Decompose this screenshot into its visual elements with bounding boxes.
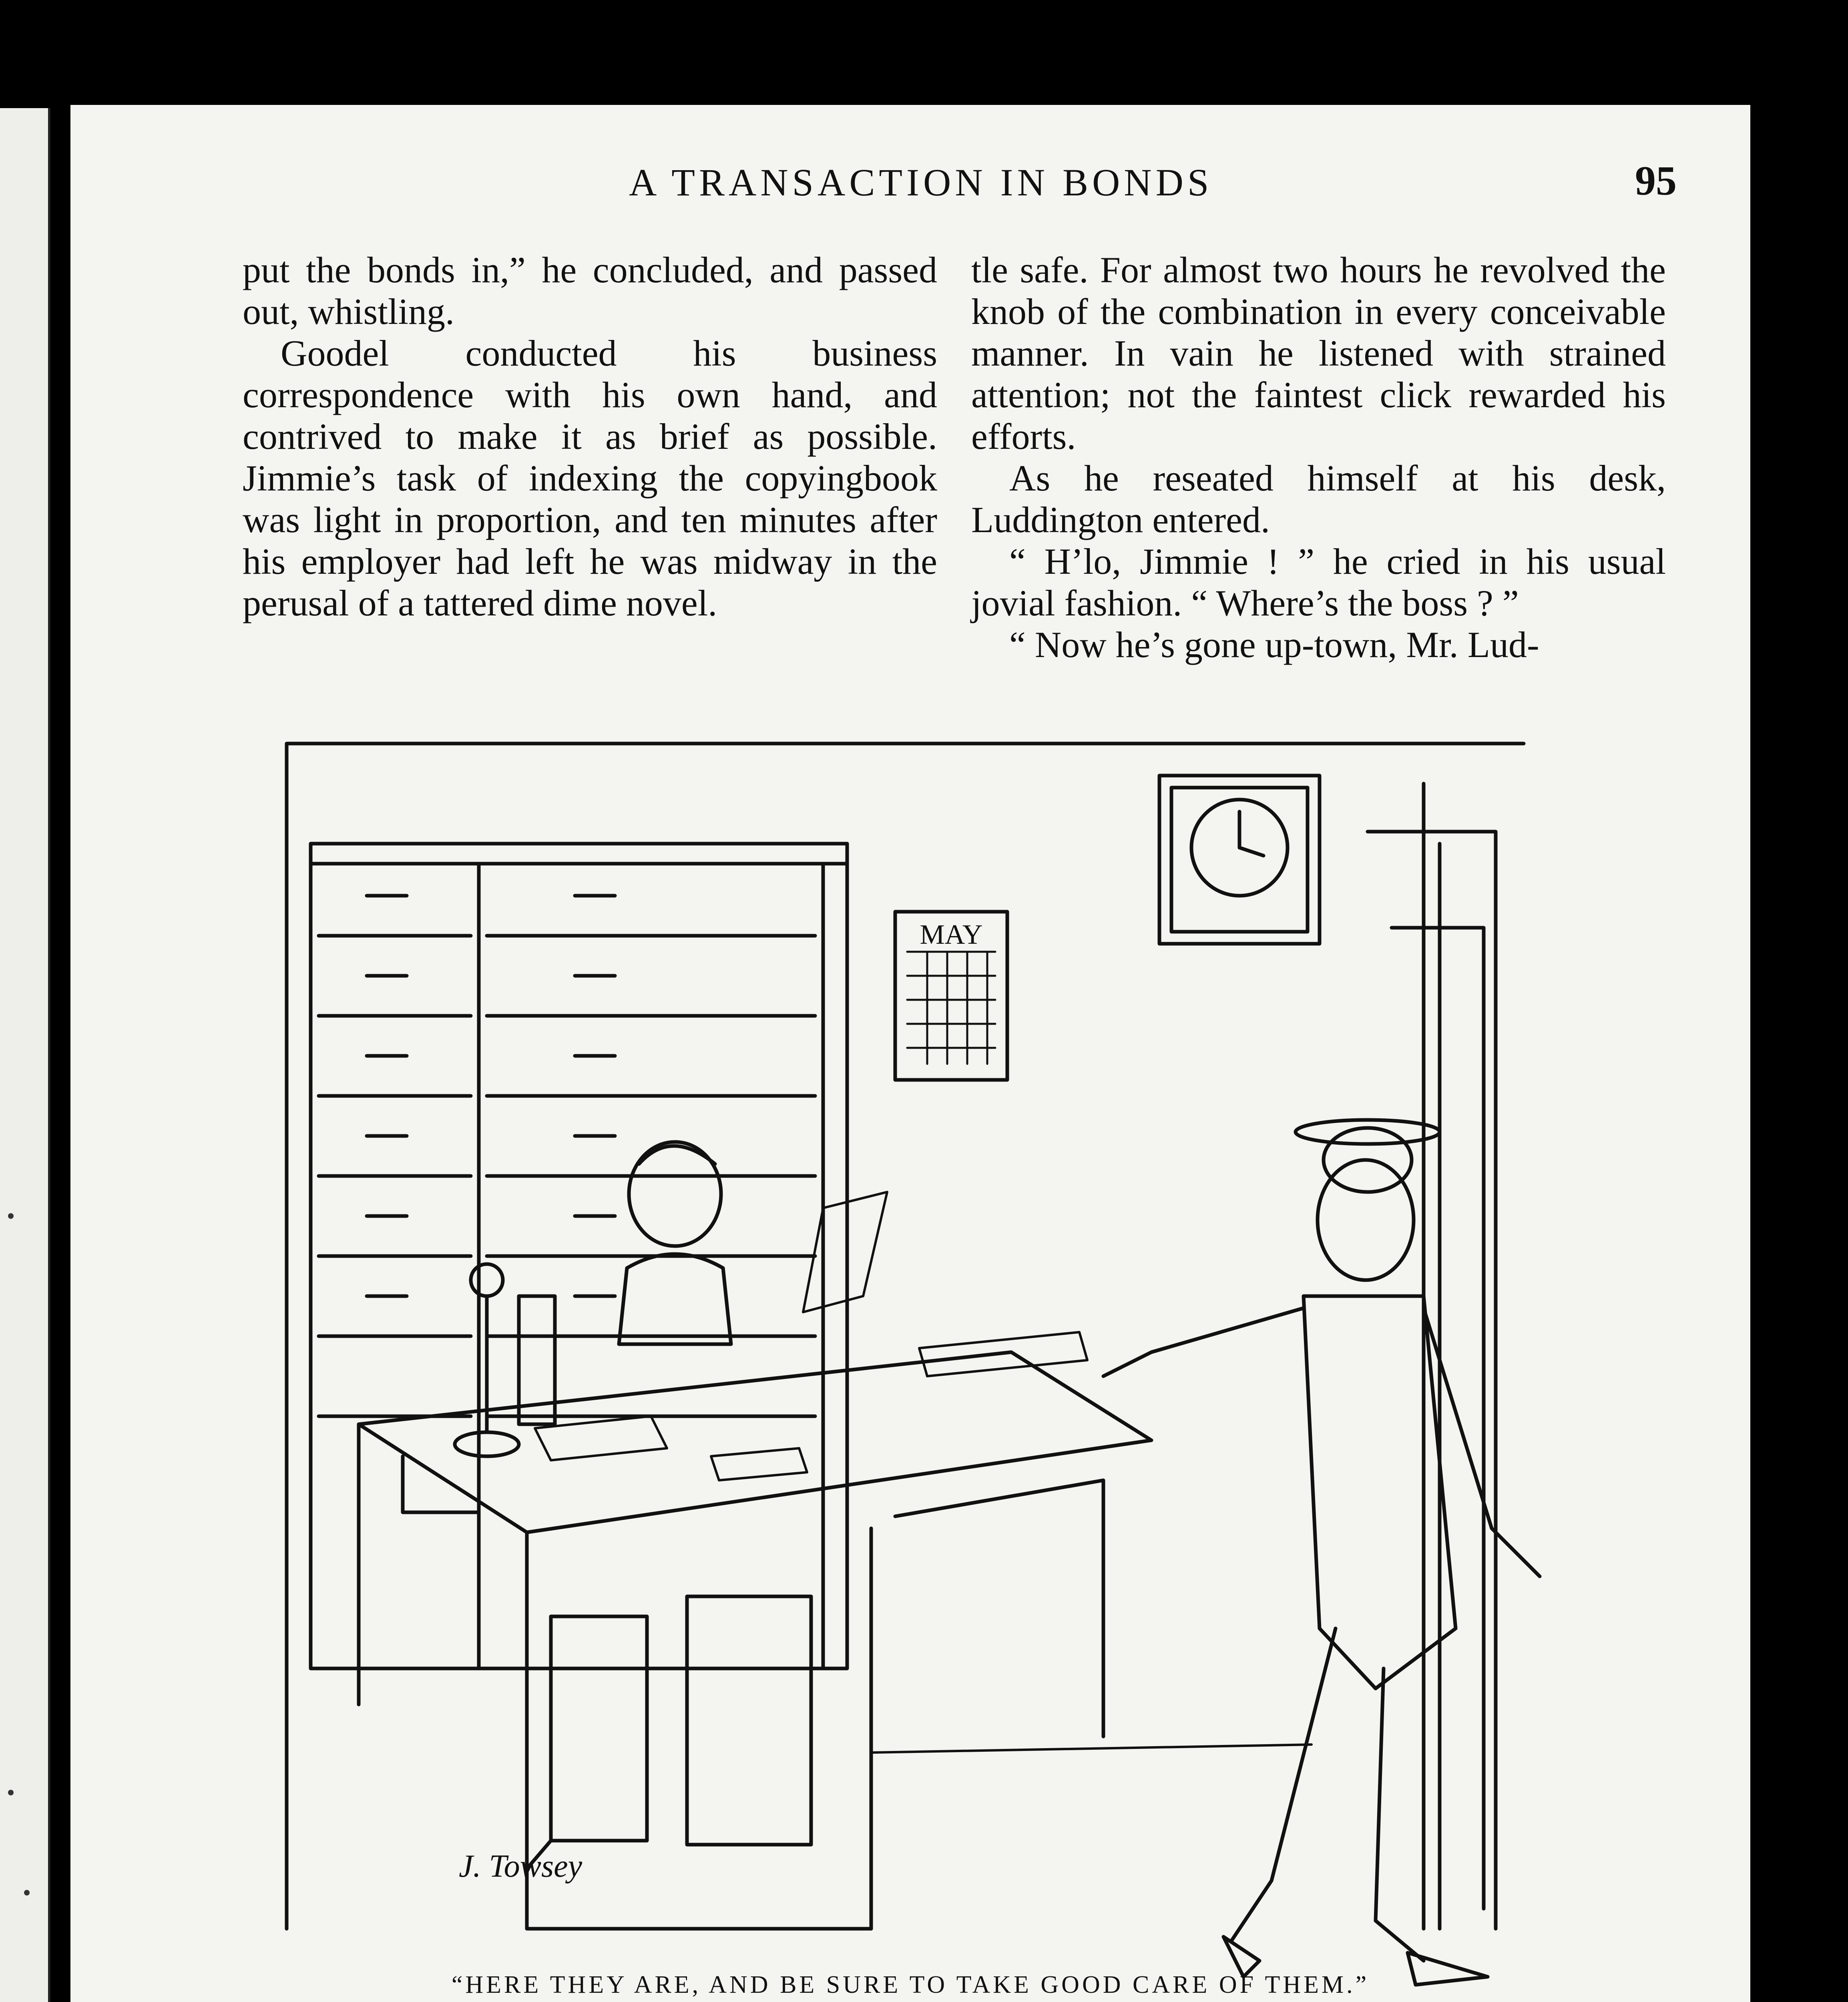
office-illustration — [271, 728, 1700, 2002]
wall-clock-icon — [1159, 776, 1320, 944]
facing-page-edge — [0, 108, 50, 2002]
boy-figure — [619, 1142, 731, 1344]
paragraph: As he reseated himself at his desk, Luddington entered. — [971, 458, 1666, 540]
column-top-right — [971, 249, 1666, 665]
book-page — [70, 105, 1750, 2002]
man-figure — [1103, 1120, 1540, 1985]
paragraph: Goodel conducted his business correspondence with his own hand, and contrived to make it as brief as possible. Jimmie’s task of indexing the copyingbook was light in proportion, and ten minutes after his employer had left he was midway in the perusal of a tattered dime novel. — [243, 333, 937, 623]
column-top-left — [243, 249, 937, 624]
margin-dot — [8, 1213, 14, 1219]
paragraph: “ Now he’s gone up-town, Mr. Lud- — [1009, 624, 1539, 665]
margin-dot — [24, 1890, 30, 1895]
calendar-month: MAY — [920, 919, 983, 950]
paragraph: put the bonds in,” he concluded, and passed out, whistling. — [243, 249, 937, 332]
paragraph: “ H’lo, Jimmie ! ” he cried in his usual jovial fashion. “ Where’s the boss ? ” — [971, 541, 1666, 623]
illustration-caption: “HERE THEY ARE, AND BE SURE TO TAKE GOOD CARE OF THEM.” — [451, 1971, 1370, 1998]
cabinet-drawers — [319, 896, 815, 1416]
running-head: A TRANSACTION IN BONDS — [629, 161, 1213, 204]
page-number: 95 — [1635, 158, 1677, 204]
artist-signature: J. Towsey — [459, 1849, 583, 1884]
paragraph: tle safe. For almost two hours he revolved the knob of the combination in every conceivable manner. In vain he listened with strained attention; not the faintest click rewarded his efforts. — [971, 249, 1666, 457]
margin-dot — [8, 1790, 14, 1795]
